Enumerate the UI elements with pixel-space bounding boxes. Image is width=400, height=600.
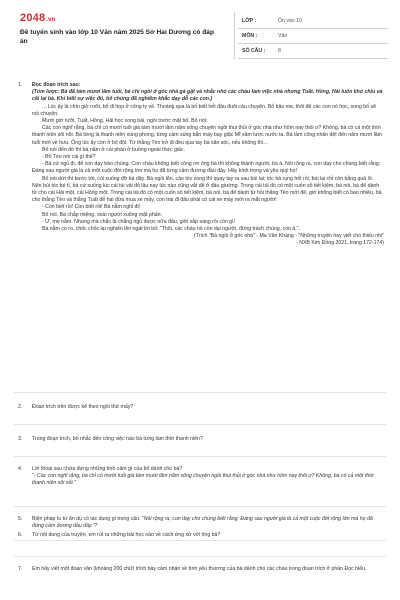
question-body (32, 466, 384, 488)
question-quote: "- Các con nghĩ rằng, bà chỉ có mười tuổi già tám mươi lăm năm sống chuyện ngồi thui thủi ở góc nhà như hôm nay thôi ư? Không, bà có cả một thời thanh niên sôi nổi." (32, 473, 374, 487)
question-divider (14, 506, 386, 507)
question-divider (14, 424, 386, 425)
passage-publisher: - NXB Kim Đồng 2021, trang 172-174) (296, 240, 384, 247)
question-body (32, 404, 384, 411)
question-divider (14, 556, 386, 557)
question-number: 3. (18, 436, 23, 442)
question-number: 2. (18, 404, 23, 410)
passage-summary: (Tóm lược: Bà đã tám mươi lăm tuổi, bà chỉ ngồi ở góc nhà gà gật và nhắc nhỏ các cháu làm việc nhà nhưng Tuất, Hồng, Hải luôn khó chịu và cãi lại bà. Khi biết sự việc đó, bố chúng đã nghiêm khắc dạy dỗ các con.) (32, 89, 383, 103)
passage-paragraph: Mười giờ rưỡi, Tuất, Hồng, Hải học xong bài, ngồi trước mặt bố. Bố nói: (42, 118, 208, 125)
passage-paragraph: Bố nói dứt thì bước tới, cúi xuống đỡ bà dậy. Bà ngồi lên, cảo tóc xong thì quay tay ra sau bùi lại; tóc bà rụng hết rồi, bùi lại chỉ còn bằng quả ổi. Nên bùi tóc bé tí, bà cứ xuống lúc cái túi vải đỏ lâu nay lúc nào cũng vắt để ở đầu giường. Trong cái túi đó có một cuốn sổ tiết kiệm, bà nói, bà để dành từ cho cái Hải một, cái Hồng một. Trong cái túi đó có một cuốn sổ tiết kiệm, bà nói, bà để dành từ hồi thằng Tèo mới đẻ, giờ không biết có bao nhiêu, bà cho thằng Tèo và thằng Tuất để hai đứa mua xe máy, con trai đi đâu phải có cái xe máy mới ra mắt người! (32, 175, 382, 204)
meta-value: Ôn vào 10 (278, 18, 302, 24)
passage-source: (Trích "Bà ngồi ở góc nhà" - Ma Văn Kháng - "Những truyện hay viết cho thiếu nhi" (194, 233, 384, 240)
passage-paragraph: - Bố Tèo nói cái gì thế? (42, 154, 96, 161)
logo-tld: .vn (46, 17, 56, 23)
meta-row-grade (238, 14, 388, 29)
question-number: 6. (18, 532, 23, 538)
document-header (14, 12, 386, 64)
meta-key: SỐ CÂU : (242, 48, 266, 54)
question-body (32, 566, 384, 573)
meta-value: 8 (278, 48, 281, 54)
question-body (32, 436, 384, 443)
passage-heading: Đọc đoạn trích sau: (32, 82, 81, 88)
passage-paragraph: Bố nói. Bà chắp miệng, xoài người xuống mặt phản: (42, 211, 162, 218)
question-body (32, 516, 384, 530)
passage-paragraph: - Ừ, mẹ nằm. Nhưng mà chắc là chẳng ngủ được nữa đâu, giời sắp sáng rồi còn gì! (42, 218, 235, 225)
meta-row-subject (238, 29, 388, 44)
question-divider (14, 540, 386, 541)
question-number: 5. (18, 516, 23, 522)
question-text: Lời thoại sau chứa đựng những tình cảm gì của bố dành cho bà? (32, 466, 183, 472)
question-body (32, 82, 384, 248)
passage-paragraph: Bà nằm co ro, chốc chốc lại nghiến lện ngát lời bố: "Thôi, các cháu nó còn dại người, đừng trách chúng, con à.". (42, 226, 300, 233)
meta-row-count (238, 44, 388, 59)
passage-paragraph: Các con nghĩ rằng, bà chỉ có mười tuổi già tám mươi lăm năm sống chuyện ngồi thui thủi ở góc nhà như hôm nay thôi ư? Không, bà có cả một thời thanh niên sôi nổi. Bà từng là thanh niên xung phong, từng cầm súng bắn máy bay giặc Mĩ xâm lược nước ta. Bà làm công nhân dệt đến năm mươi lăm tuổi mới về hưu. Ông lúc ấy còn ở bộ đội. Từ thằng Tèo trở đi đều qua tay bà săn sóc, nếu không thì... (32, 125, 382, 146)
meta-value: Văn (278, 33, 288, 39)
question-text: Biện pháp tu từ ẩn dụ có tác dụng gì trong câu: (32, 516, 141, 522)
logo-name: 2048 (20, 12, 46, 24)
question-body (32, 532, 384, 539)
document-title: Đề tuyển sinh vào lớp 10 Văn năm 2025 Sở Hải Dương có đáp án (20, 29, 214, 45)
question-text: Từ nội dung của truyện, em rút ra những bài học nào về cách ứng xử với ông bà? (32, 532, 221, 538)
site-logo[interactable] (20, 12, 56, 24)
question-text: Trong đoạn trích, bố nhắc đến công việc nào bà từng làm thời thanh niên? (32, 436, 203, 442)
header-divider (234, 12, 235, 60)
question-text: Em hãy viết một đoạn văn (khoảng 200 chữ) trình bày cảm nhận về tình yêu thương của bà dành cho các cháu trong đoạn trích ở phần Đọc hiểu. (32, 566, 367, 572)
question-text: Đoạn trích trên được kể theo ngôi thứ mấy? (32, 404, 134, 410)
question-number: 1. (18, 82, 23, 88)
passage-paragraph: Bố nói đến đó thì bà nằm ở cái phản ở buồng ngoài thức giấc. (42, 146, 185, 153)
passage-paragraph: - Bà cứ ngủ đi, để con dạy bảo chúng. Con cháu không biết công ơn ông bà thì không thành người, bà à. Nói rộng ra, con dạy cho chúng biết rằng: Đáng sau người già là cả một cuộc đời rộng lớn mà họ đã từng cầm đương đầu đây. Hãy kính trọng và yêu quý họ! (32, 161, 381, 175)
question-number: 7. (18, 566, 23, 572)
question-divider (14, 392, 386, 393)
meta-key: MÔN : (242, 33, 258, 39)
meta-key: LỚP : (242, 18, 257, 24)
passage-paragraph: ... Lúc ấy là chín giờ rưỡi, bố đi họp ở công ty về. Thoáng qua là bố biết hết đầu đuôi câu chuyện. Bố bảo me, thôi để các con nó học, xong bố sẽ nói chuyện. (32, 103, 376, 117)
question-number: 4. (18, 466, 23, 472)
passage-paragraph: - Con biết rồi! Con biết rồi! Bà nằm nghỉ đi! (42, 204, 141, 211)
question-divider (14, 456, 386, 457)
question-quote: "Nói rộng ra, con dạy cho chúng biết rằng: Đáng sau người già là cả một cuộc đời rộng lớn mà họ đã đứng cầm đương đầu đây."? (32, 516, 373, 530)
meta-table (238, 14, 388, 59)
